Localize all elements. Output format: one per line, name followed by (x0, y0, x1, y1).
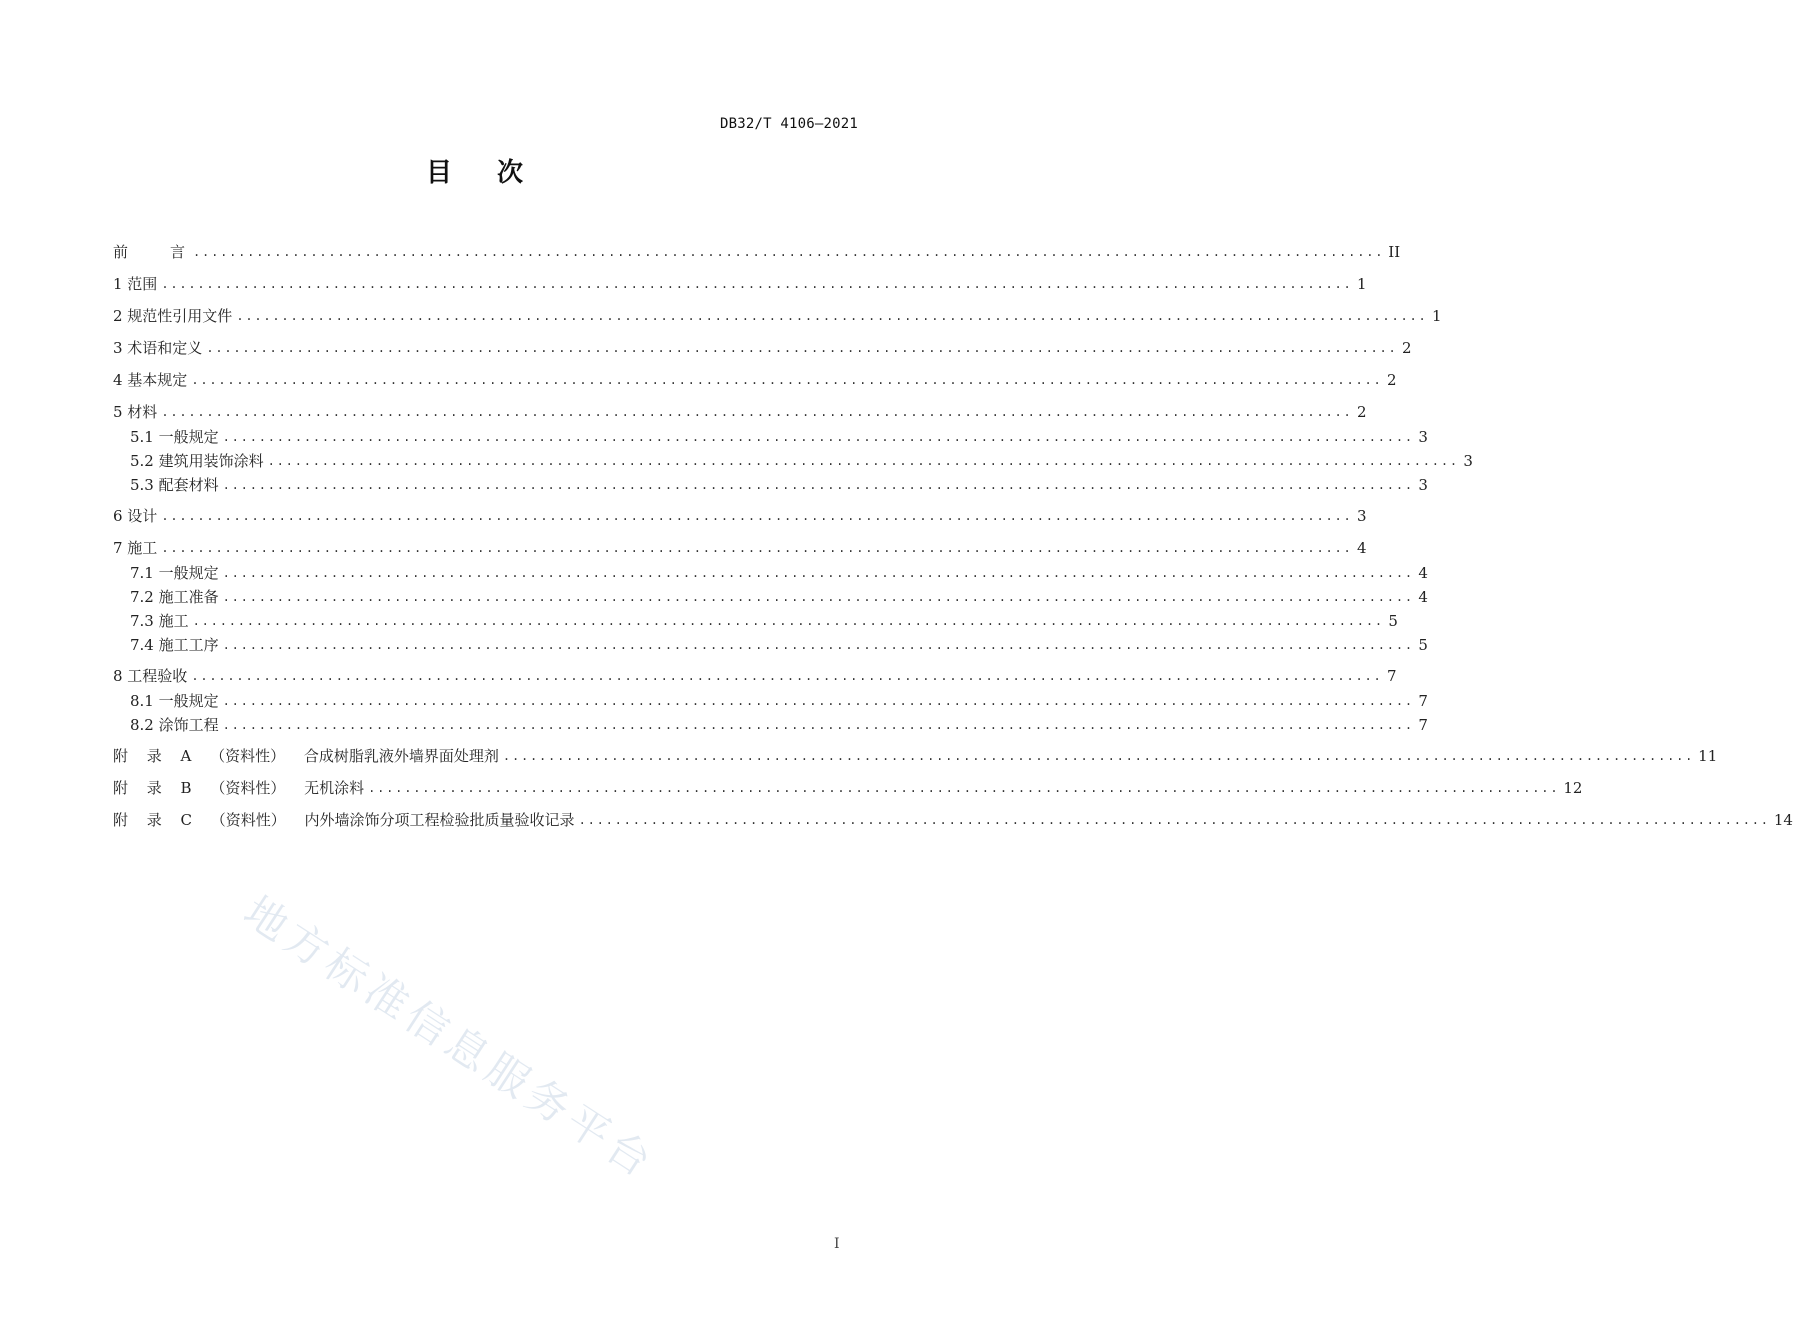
toc-entry-section-6[interactable] (113, 504, 1367, 528)
toc-entry-section-7-2[interactable] (130, 585, 1428, 609)
toc-entry-section-1[interactable] (113, 272, 1367, 296)
toc-leader-dots: .................................................................................................................................... (236, 309, 1428, 323)
toc-page-number: 3 (1418, 428, 1428, 446)
title-char-1: 目 (425, 158, 453, 188)
toc-entry-label: 附 录 B （资料性） 无机涂料 (113, 779, 365, 797)
toc-entry-label: 7.4 施工工序 (130, 636, 219, 654)
toc-page-number: 7 (1418, 716, 1428, 734)
toc-entry-section-3[interactable] (113, 336, 1412, 360)
toc-entry-label: 5 材料 (113, 403, 158, 421)
toc-entry-label: 5.1 一般规定 (130, 428, 219, 446)
toc-leader-dots: .................................................................................................................................... (368, 781, 1560, 795)
toc-entry-section-5-3[interactable] (130, 473, 1428, 497)
toc-entry-label: 7 施工 (113, 539, 158, 557)
toc-page-number: 3 (1418, 476, 1428, 494)
footer-page-number: I (834, 1236, 840, 1252)
toc-entry-section-7[interactable] (113, 536, 1367, 560)
toc-entry-label: 7.3 施工 (130, 612, 189, 630)
toc-entry-section-7-1[interactable] (130, 561, 1428, 585)
toc-page-number: 4 (1357, 539, 1367, 557)
toc-leader-dots: .................................................................................................................................... (502, 749, 1695, 763)
watermark: 地方标准信息服务平台 (235, 886, 665, 1190)
toc-entry-label: 5.3 配套材料 (130, 476, 219, 494)
toc-page-number: 1 (1432, 307, 1442, 325)
toc-leader-dots: .................................................................................................................................... (222, 590, 1414, 604)
toc-leader-dots: .................................................................................................................................... (222, 430, 1414, 444)
toc-page-number: 2 (1357, 403, 1367, 421)
toc-entry-label: 8.1 一般规定 (130, 692, 219, 710)
toc-leader-dots: .................................................................................................................................... (222, 694, 1414, 708)
toc-entry-label: 1 范围 (113, 275, 158, 293)
toc-entry-label: 7.1 一般规定 (130, 564, 219, 582)
toc-entry-label: 附 录 C （资料性） 内外墙涂饰分项工程检验批质量验收记录 (113, 811, 575, 829)
toc-leader-dots: .................................................................................................................................... (161, 541, 1353, 555)
toc-page-number: 11 (1698, 747, 1718, 765)
toc-entry-label: 5.2 建筑用装饰涂料 (130, 452, 264, 470)
standard-code: DB32/T 4106—2021 (719, 116, 858, 132)
toc-entry-label: 2 规范性引用文件 (113, 307, 233, 325)
toc-leader-dots: .................................................................................................................................... (222, 566, 1414, 580)
toc-leader-dots: .................................................................................................................................... (191, 373, 1383, 387)
toc-entry-label: 附 录 A （资料性） 合成树脂乳液外墙界面处理剂 (113, 747, 499, 765)
toc-leader-dots: .................................................................................................................................... (161, 277, 1353, 291)
toc-page-number: 4 (1418, 588, 1428, 606)
toc-entry-foreword[interactable] (113, 240, 1401, 264)
toc-page-number: 14 (1773, 811, 1793, 829)
toc-page-number: 12 (1563, 779, 1583, 797)
toc-leader-dots: .................................................................................................................................... (161, 405, 1353, 419)
toc-entry-label: 8.2 涂饰工程 (130, 716, 219, 734)
toc-leader-dots: .................................................................................................................................... (222, 478, 1414, 492)
toc-page-number: 5 (1388, 612, 1398, 630)
toc-entry-label: 8 工程验收 (113, 667, 188, 685)
toc-leader-dots: .................................................................................................................................... (191, 669, 1383, 683)
toc-entry-label: 4 基本规定 (113, 371, 188, 389)
toc-leader-dots: .................................................................................................................................... (192, 614, 1384, 628)
toc-page-number: 1 (1357, 275, 1367, 293)
toc-entry-section-8-2[interactable] (130, 713, 1428, 737)
toc-leader-dots: .................................................................................................................................... (161, 509, 1353, 523)
page-title (0, 152, 950, 189)
toc-leader-dots: .................................................................................................................................... (222, 718, 1414, 732)
toc-leader-dots: .................................................................................................................................... (222, 638, 1414, 652)
toc-entry-section-7-4[interactable] (130, 633, 1428, 657)
toc-leader-dots: .................................................................................................................................... (267, 454, 1459, 468)
title-char-2: 次 (497, 158, 525, 188)
toc-leader-dots: .................................................................................................................................... (206, 341, 1398, 355)
toc-page-number: 3 (1463, 452, 1473, 470)
toc-page-number: 5 (1418, 636, 1428, 654)
toc-entry-section-8[interactable] (113, 664, 1397, 688)
toc-entry-label: 6 设计 (113, 507, 158, 525)
toc-entry-label: 7.2 施工准备 (130, 588, 219, 606)
toc-entry-section-5-2[interactable] (130, 449, 1473, 473)
toc-leader-dots: .................................................................................................................................... (578, 813, 1770, 827)
toc-entry-section-2[interactable] (113, 304, 1442, 328)
toc-entry-section-4[interactable] (113, 368, 1397, 392)
toc-entry-section-5[interactable] (113, 400, 1367, 424)
toc-page-number: 7 (1387, 667, 1397, 685)
toc-page-number: 3 (1357, 507, 1367, 525)
toc-entry-appendix-c[interactable] (113, 808, 1793, 832)
toc-page-number: II (1388, 243, 1401, 261)
toc-leader-dots: .................................................................................................................................... (193, 245, 1385, 259)
toc-entry-section-8-1[interactable] (130, 689, 1428, 713)
toc-entry-appendix-b[interactable] (113, 776, 1583, 800)
toc-entry-label: 3 术语和定义 (113, 339, 203, 357)
toc-page-number: 2 (1387, 371, 1397, 389)
toc-entry-label: 前 言 (113, 243, 190, 261)
toc-entry-section-7-3[interactable] (130, 609, 1398, 633)
toc-page-number: 7 (1418, 692, 1428, 710)
toc-entry-section-5-1[interactable] (130, 425, 1428, 449)
toc-entry-appendix-a[interactable] (113, 744, 1718, 768)
toc-page-number: 2 (1402, 339, 1412, 357)
toc-page-number: 4 (1418, 564, 1428, 582)
